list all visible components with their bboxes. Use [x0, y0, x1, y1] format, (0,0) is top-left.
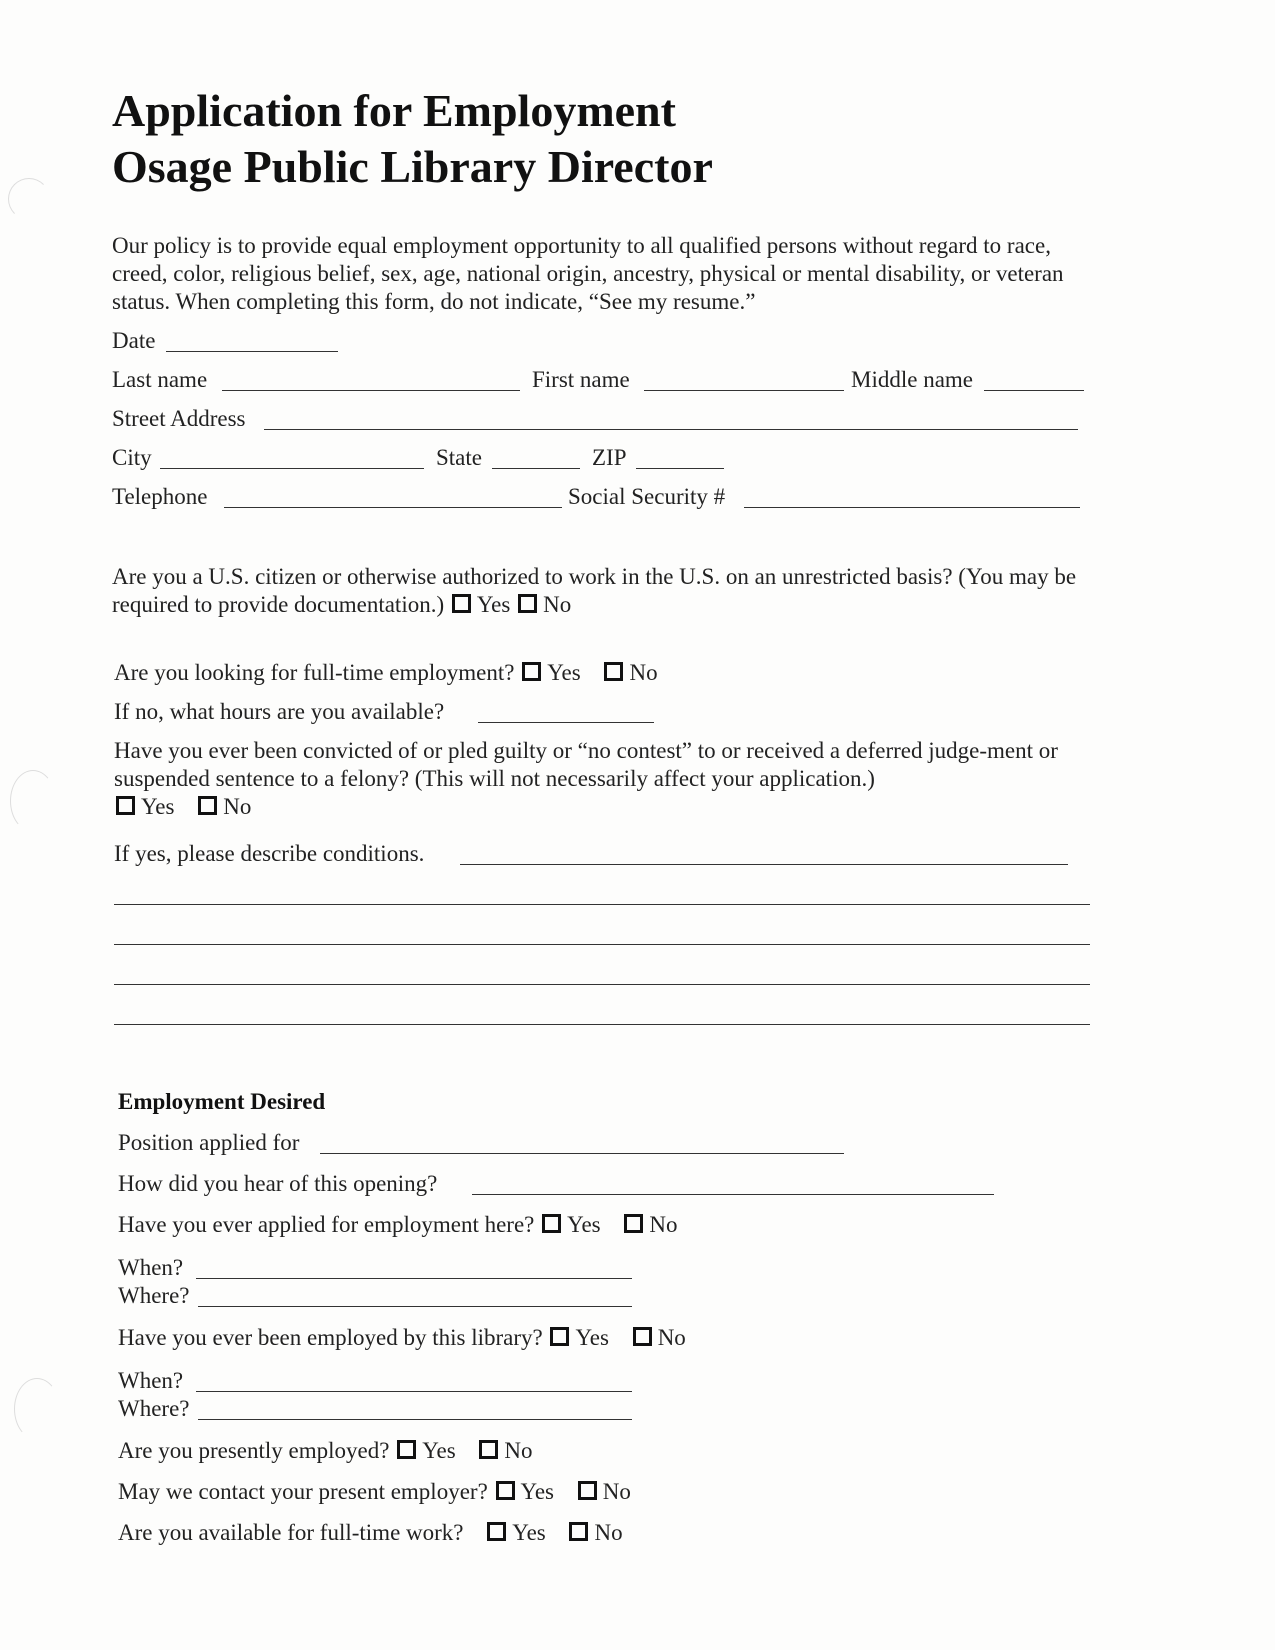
applied-here-question: [118, 1211, 677, 1239]
checkbox-icon[interactable]: [604, 662, 623, 681]
presently-employed-no-option[interactable]: [477, 1437, 532, 1465]
heard-of-opening-field[interactable]: [472, 1194, 994, 1195]
zip-field[interactable]: [636, 468, 724, 469]
checkbox-icon[interactable]: [452, 594, 471, 613]
checkbox-icon[interactable]: [624, 1214, 643, 1233]
presently-employed-question: [118, 1437, 533, 1465]
position-applied-field[interactable]: [320, 1153, 844, 1154]
felony-question: [114, 737, 1074, 821]
describe-conditions-line[interactable]: [114, 984, 1090, 985]
no-label: No: [657, 1325, 686, 1350]
describe-conditions-label: If yes, please describe conditions.: [114, 841, 425, 866]
applied-here-yes-option[interactable]: [540, 1211, 600, 1239]
citizen-no-option[interactable]: [516, 591, 571, 619]
presently-employed-yes-option[interactable]: [395, 1437, 455, 1465]
punch-hole-mark: [10, 770, 56, 832]
checkbox-icon[interactable]: [479, 1440, 498, 1459]
checkbox-icon[interactable]: [518, 594, 537, 613]
middle-name-label: Middle name: [851, 367, 973, 392]
yes-label: Yes: [476, 592, 511, 617]
yes-label: Yes: [520, 1479, 554, 1504]
available-fulltime-question: [118, 1519, 623, 1547]
applied-when-field[interactable]: [196, 1278, 632, 1279]
heard-of-opening-label: How did you hear of this opening?: [118, 1171, 438, 1196]
felony-question-text: Have you ever been convicted of or pled guilty or “no contest” to or received a deferred judge-ment or suspended sentence to a felony? (This will not necessarily affect your application.): [114, 738, 1058, 791]
felony-yes-option[interactable]: [114, 793, 174, 821]
state-field[interactable]: [492, 468, 580, 469]
employed-where-label: Where?: [118, 1396, 190, 1421]
describe-conditions-field[interactable]: [460, 864, 1068, 865]
checkbox-icon[interactable]: [633, 1327, 652, 1346]
state-label: State: [436, 445, 482, 470]
street-address-field[interactable]: [264, 429, 1078, 430]
describe-conditions-line[interactable]: [114, 944, 1090, 945]
no-label: No: [543, 592, 572, 617]
describe-conditions-line[interactable]: [114, 904, 1090, 905]
applied-when-label: When?: [118, 1255, 184, 1280]
hours-question: If no, what hours are you available?: [114, 699, 445, 724]
street-address-label: Street Address: [112, 406, 246, 431]
yes-label: Yes: [141, 794, 175, 819]
describe-conditions-line[interactable]: [114, 1024, 1090, 1025]
checkbox-icon[interactable]: [522, 662, 541, 681]
citizen-question-text: Are you a U.S. citizen or otherwise authorized to work in the U.S. on an unrestricted basis? (You may be required to provide documentation.): [112, 564, 1077, 617]
hours-field[interactable]: [478, 722, 654, 723]
page-subtitle: Osage Public Library Director: [112, 141, 713, 192]
yes-label: Yes: [422, 1438, 456, 1463]
applied-where-field[interactable]: [198, 1306, 632, 1307]
contact-employer-no-option[interactable]: [576, 1478, 631, 1506]
employed-library-question: [118, 1324, 686, 1352]
page-title: Application for Employment: [112, 85, 676, 136]
checkbox-icon[interactable]: [542, 1214, 561, 1233]
no-label: No: [504, 1438, 533, 1463]
policy-statement: Our policy is to provide equal employment opportunity to all qualified persons without regard to race, creed, color, religious belief, sex, age, national origin, ancestry, physical or mental disability, or veteran status. When completing this form, do not indicate, “See my resume.”: [112, 233, 1064, 314]
no-label: No: [629, 660, 658, 685]
checkbox-icon[interactable]: [487, 1522, 506, 1541]
no-label: No: [602, 1479, 631, 1504]
last-name-field[interactable]: [222, 390, 520, 391]
middle-name-field[interactable]: [984, 390, 1084, 391]
employment-desired-heading: Employment Desired: [118, 1089, 326, 1114]
yes-label: Yes: [567, 1212, 601, 1237]
yes-label: Yes: [547, 660, 581, 685]
telephone-label: Telephone: [112, 484, 208, 509]
no-label: No: [649, 1212, 678, 1237]
punch-hole-mark: [8, 178, 50, 220]
no-label: No: [594, 1520, 623, 1545]
no-label: No: [223, 794, 252, 819]
yes-label: Yes: [512, 1520, 546, 1545]
last-name-label: Last name: [112, 367, 208, 392]
employed-when-label: When?: [118, 1368, 184, 1393]
checkbox-icon[interactable]: [198, 796, 217, 815]
city-label: City: [112, 445, 152, 470]
ssn-label: Social Security #: [568, 484, 726, 509]
employed-library-question-text: Have you ever been employed by this library?: [118, 1325, 543, 1350]
yes-label: Yes: [575, 1325, 609, 1350]
citizen-yes-option[interactable]: [450, 591, 510, 619]
presently-employed-question-text: Are you presently employed?: [118, 1438, 390, 1463]
first-name-field[interactable]: [644, 390, 844, 391]
available-fulltime-no-option[interactable]: [567, 1519, 622, 1547]
checkbox-icon[interactable]: [397, 1440, 416, 1459]
available-fulltime-question-text: Are you available for full-time work?: [118, 1520, 464, 1545]
contact-employer-question-text: May we contact your present employer?: [118, 1479, 488, 1504]
fulltime-no-option[interactable]: [602, 659, 657, 687]
available-fulltime-yes-option[interactable]: [485, 1519, 545, 1547]
position-applied-label: Position applied for: [118, 1130, 300, 1155]
applied-here-question-text: Have you ever applied for employment here?: [118, 1212, 535, 1237]
telephone-field[interactable]: [224, 507, 562, 508]
fulltime-yes-option[interactable]: [520, 659, 580, 687]
employed-library-no-option[interactable]: [631, 1324, 686, 1352]
applied-where-label: Where?: [118, 1283, 190, 1308]
checkbox-icon[interactable]: [550, 1327, 569, 1346]
fulltime-question: [114, 659, 658, 687]
checkbox-icon[interactable]: [496, 1481, 515, 1500]
employed-library-yes-option[interactable]: [548, 1324, 608, 1352]
zip-label: ZIP: [592, 445, 627, 470]
checkbox-icon[interactable]: [116, 796, 135, 815]
employed-when-field[interactable]: [196, 1391, 632, 1392]
contact-employer-question: [118, 1478, 631, 1506]
checkbox-icon[interactable]: [578, 1481, 597, 1500]
city-field[interactable]: [160, 468, 424, 469]
checkbox-icon[interactable]: [569, 1522, 588, 1541]
ssn-field[interactable]: [744, 507, 1080, 508]
punch-hole-mark: [14, 1378, 60, 1440]
date-field[interactable]: [166, 351, 338, 352]
date-label: Date: [112, 328, 156, 353]
citizen-question: [112, 563, 1092, 619]
employed-where-field[interactable]: [198, 1419, 632, 1420]
contact-employer-yes-option[interactable]: [494, 1478, 554, 1506]
first-name-label: First name: [532, 367, 630, 392]
felony-no-option[interactable]: [196, 793, 251, 821]
fulltime-question-text: Are you looking for full-time employment?: [114, 660, 515, 685]
applied-here-no-option[interactable]: [622, 1211, 677, 1239]
